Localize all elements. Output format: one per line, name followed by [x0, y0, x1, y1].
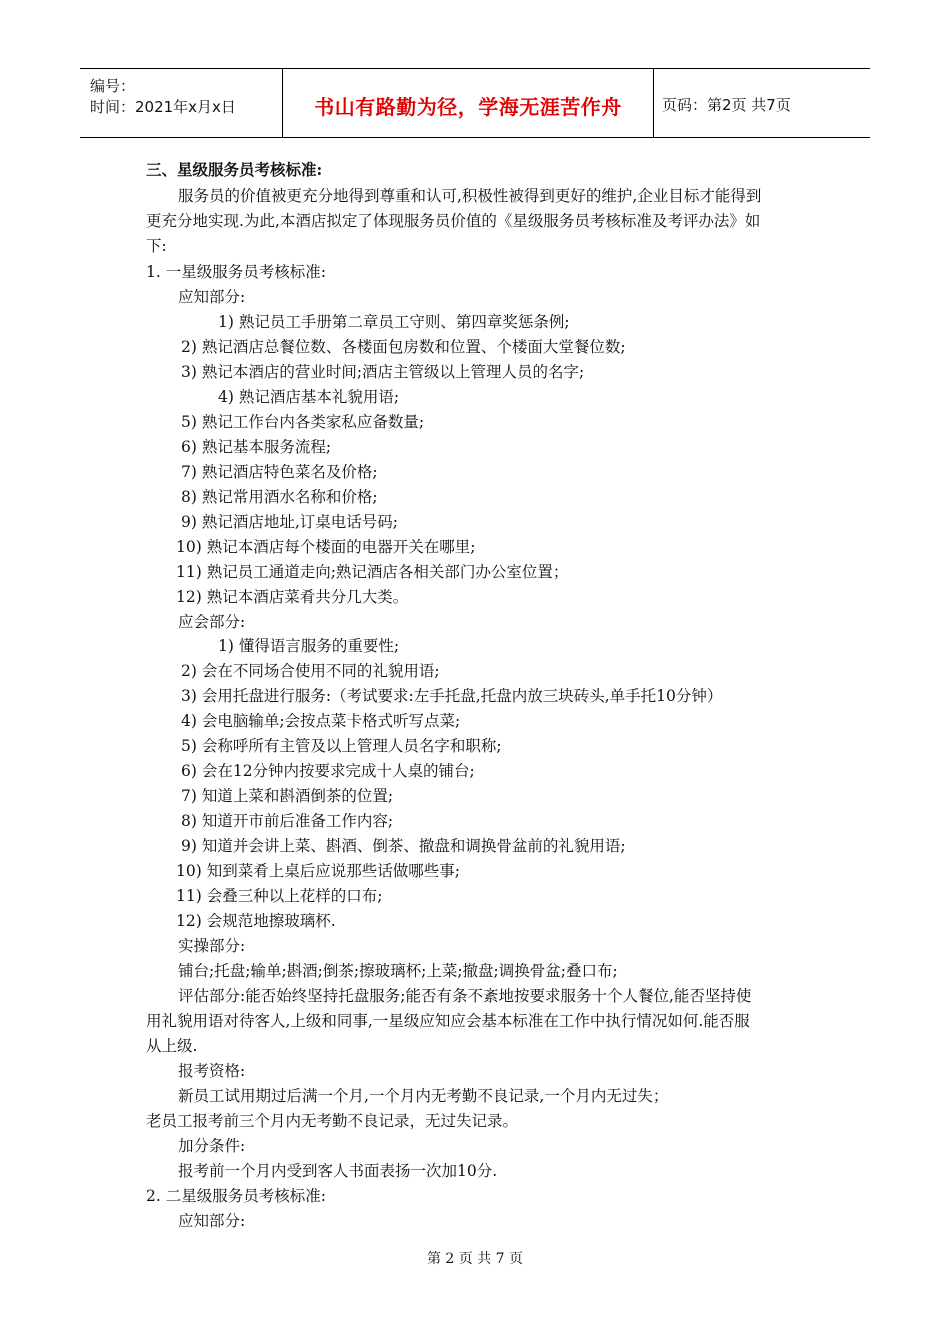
header-page-number: 页码：第2页 共7页 [662, 96, 791, 114]
know-item-2: 2) 熟记酒店总餐位数、各楼面包房数和位置、个楼面大堂餐位数; [181, 338, 626, 356]
eval-line-1: 评估部分:能否始终坚持托盘服务;能否有条不紊地按要求服务十个人餐位,能否坚持使 [178, 987, 752, 1005]
practice-label: 实操部分: [178, 937, 246, 955]
can-label: 应会部分: [178, 613, 246, 631]
can-item-2: 2) 会在不同场合使用不同的礼貌用语; [181, 662, 440, 680]
document-number-label: 编号： [90, 77, 136, 95]
intro-line-2: 更充分地实现.为此,本酒店拟定了体现服务员价值的《星级服务员考核标准及考评办法》如 [146, 212, 761, 230]
can-item-10: 10) 知到菜肴上桌后应说那些话做哪些事; [176, 862, 460, 880]
can-item-4: 4) 会电脑输单;会按点菜卡格式听写点菜; [181, 712, 461, 730]
page-header [80, 68, 870, 138]
header-page-cell [652, 69, 870, 137]
know-item-11: 11) 熟记员工通道走向;熟记酒店各相关部门办公室位置； [176, 563, 569, 581]
bonus-label: 加分条件: [178, 1137, 246, 1155]
eval-line-2: 用礼貌用语对待客人,上级和同事,一星级应知应会基本标准在工作中执行情况如何.能否服 [146, 1012, 750, 1030]
know-item-12: 12) 熟记本酒店菜肴共分几大类。 [176, 588, 409, 606]
know-label: 应知部分: [178, 288, 246, 306]
know-item-10: 10) 熟记本酒店每个楼面的电器开关在哪里; [176, 538, 476, 556]
know-item-4: 4) 熟记酒店基本礼貌用语; [218, 388, 400, 406]
header-motto: 书山有路勤为径，学海无涯苦作舟 [314, 95, 622, 119]
header-meta [80, 69, 282, 137]
qualification-new-staff: 新员工试用期过后满一个月,一个月内无考勤不良记录,一个月内无过失； [178, 1087, 669, 1105]
level2-title: 2. 二星级服务员考核标准: [146, 1187, 326, 1205]
know-item-5: 5) 熟记工作台内各类家私应备数量; [181, 413, 425, 431]
page-footer: 第 2 页 共 7 页 [426, 1251, 524, 1267]
can-item-11: 11) 会叠三种以上花样的口布; [176, 887, 383, 905]
can-item-1: 1) 懂得语言服务的重要性; [218, 637, 400, 655]
know-item-3: 3) 熟记本酒店的营业时间;酒店主管级以上管理人员的名字; [181, 363, 585, 381]
header-motto-cell [282, 69, 654, 137]
can-item-9: 9) 知道并会讲上菜、斟酒、倒茶、撤盘和调换骨盆前的礼貌用语; [181, 837, 626, 855]
level1-title: 1. 一星级服务员考核标准: [146, 263, 326, 281]
can-item-8: 8) 知道开市前后准备工作内容; [181, 812, 394, 830]
qualification-label: 报考资格: [178, 1062, 246, 1080]
section-title: 三、星级服务员考核标准: [146, 160, 323, 179]
know-item-9: 9) 熟记酒店地址,订桌电话号码; [181, 513, 398, 531]
level2-know-label: 应知部分: [178, 1212, 246, 1230]
intro-line-3: 下: [146, 237, 167, 255]
know-item-1: 1) 熟记员工手册第二章员工守则、第四章奖惩条例; [218, 313, 570, 331]
can-item-12: 12) 会规范地擦玻璃杯. [176, 912, 336, 930]
know-item-7: 7) 熟记酒店特色菜名及价格; [181, 463, 378, 481]
practice-text: 铺台;托盘;输单;斟酒;倒茶;擦玻璃杯;上菜;撤盘;调换骨盆;叠口布; [178, 962, 618, 980]
intro-line-1: 服务员的价值被更充分地得到尊重和认可,积极性被得到更好的维护,企业目标才能得到 [178, 187, 762, 205]
can-item-5: 5) 会称呼所有主管及以上管理人员名字和职称; [181, 737, 502, 755]
know-item-8: 8) 熟记常用酒水名称和价格; [181, 488, 378, 506]
eval-line-3: 从上级. [146, 1037, 198, 1055]
know-item-6: 6) 熟记基本服务流程; [181, 438, 332, 456]
bonus-text: 报考前一个月内受到客人书面表扬一次加10分. [178, 1162, 498, 1180]
can-item-7: 7) 知道上菜和斟酒倒茶的位置; [181, 787, 394, 805]
qualification-old-staff: 老员工报考前三个月内无考勤不良记录，无过失记录。 [146, 1112, 519, 1130]
document-date: 时间：2021年x月x日 [90, 98, 236, 116]
can-item-3: 3) 会用托盘进行服务:（考试要求:左手托盘,托盘内放三块砖头,单手托10分钟） [181, 687, 723, 705]
can-item-6: 6) 会在12分钟内按要求完成十人桌的铺台; [181, 762, 475, 780]
